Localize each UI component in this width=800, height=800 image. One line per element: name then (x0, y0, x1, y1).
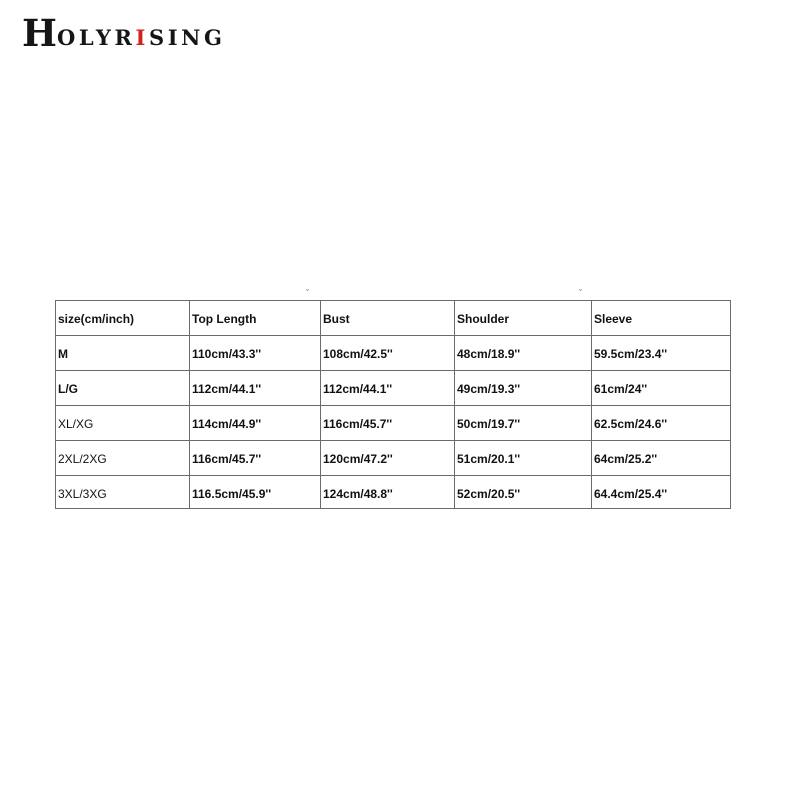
logo-accent-letter: I (135, 25, 149, 50)
caron-mark: ˇ (306, 288, 309, 298)
logo-initial: H (22, 11, 56, 55)
sleeve-cell: 61cm/24'' (592, 371, 731, 406)
size-chart-table (55, 300, 731, 509)
shoulder-cell: 49cm/19.3'' (455, 371, 592, 406)
size-cell: XL/XG (56, 406, 190, 441)
table-header-row (56, 301, 731, 336)
bust-cell: 108cm/42.5'' (321, 336, 455, 371)
header-cell-shoulder: Shoulder (455, 301, 592, 336)
table-row (56, 476, 731, 509)
caron-mark: ˇ (579, 288, 582, 298)
top-length-cell: 110cm/43.3'' (190, 336, 321, 371)
sleeve-cell: 64.4cm/25.4'' (592, 476, 731, 509)
bust-cell: 120cm/47.2'' (321, 441, 455, 476)
size-cell: 2XL/2XG (56, 441, 190, 476)
logo-text-part: OLYR (56, 25, 136, 50)
header-cell-top-length: Top Length (190, 301, 321, 336)
header-cell-bust: Bust (321, 301, 455, 336)
top-length-cell: 116.5cm/45.9'' (190, 476, 321, 509)
logo-text (57, 26, 226, 50)
shoulder-cell: 52cm/20.5'' (455, 476, 592, 509)
sleeve-cell: 64cm/25.2'' (592, 441, 731, 476)
bust-cell: 112cm/44.1'' (321, 371, 455, 406)
top-length-cell: 116cm/45.7'' (190, 441, 321, 476)
table-row (56, 336, 731, 371)
header-cell-size: size(cm/inch) (56, 301, 190, 336)
size-cell: L/G (56, 371, 190, 406)
logo-text-part: SING (148, 25, 226, 50)
table-row (56, 371, 731, 406)
table-row (56, 441, 731, 476)
size-cell: M (56, 336, 190, 371)
table-row (56, 406, 731, 441)
bust-cell: 116cm/45.7'' (321, 406, 455, 441)
top-length-cell: 114cm/44.9'' (190, 406, 321, 441)
sleeve-cell: 62.5cm/24.6'' (592, 406, 731, 441)
shoulder-cell: 51cm/20.1'' (455, 441, 592, 476)
shoulder-cell: 50cm/19.7'' (455, 406, 592, 441)
brand-logo (22, 11, 226, 55)
bust-cell: 124cm/48.8'' (321, 476, 455, 509)
top-length-cell: 112cm/44.1'' (190, 371, 321, 406)
shoulder-cell: 48cm/18.9'' (455, 336, 592, 371)
sleeve-cell: 59.5cm/23.4'' (592, 336, 731, 371)
size-cell: 3XL/3XG (56, 476, 190, 509)
header-cell-sleeve: Sleeve (592, 301, 731, 336)
